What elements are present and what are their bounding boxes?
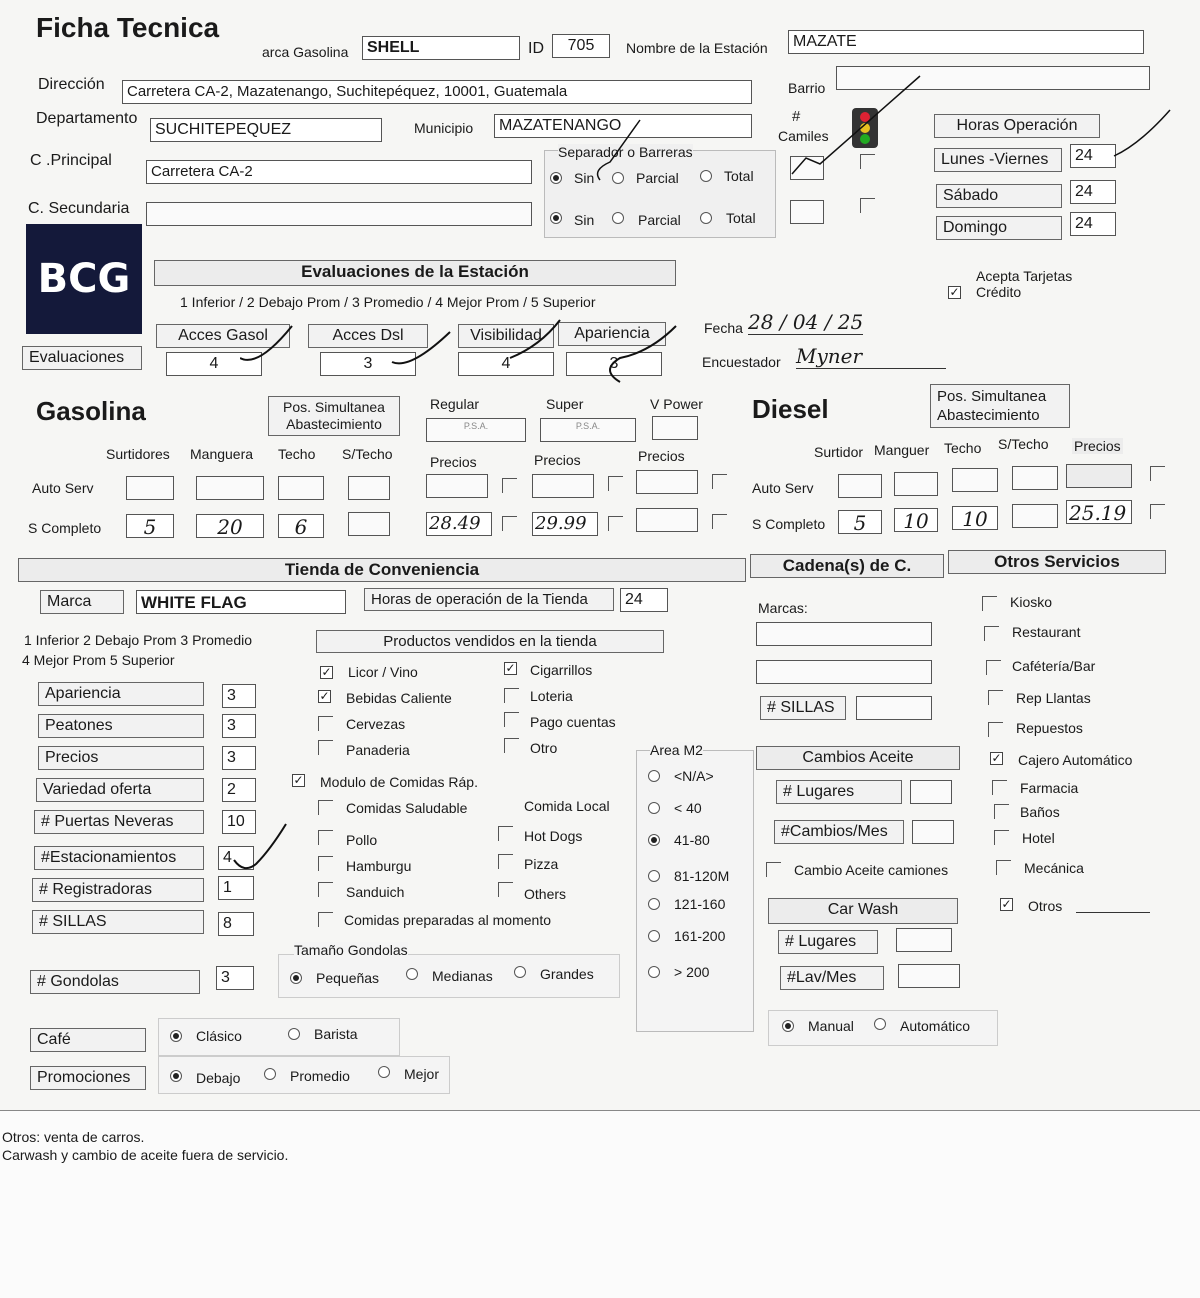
- sec-total-label: Total: [726, 210, 756, 226]
- tamano-grandes-radio[interactable]: [514, 966, 526, 978]
- otros-cajero-checkbox[interactable]: ✓: [991, 751, 1002, 765]
- camiles-field-secundaria[interactable]: [790, 200, 824, 224]
- eval-acces-dsl-value[interactable]: 3: [320, 352, 416, 376]
- cafe-group: [158, 1018, 400, 1056]
- promo-debajo-radio[interactable]: [170, 1070, 182, 1082]
- comida-pizza-label: Pizza: [524, 856, 559, 872]
- tienda-scale-line1: 1 Inferior 2 Debajo Prom 3 Promedio: [24, 632, 252, 648]
- tamano-medianas-radio[interactable]: [406, 968, 418, 980]
- area-title: Area M2: [650, 742, 703, 758]
- pen-strokes: [580, 70, 1180, 200]
- diesel-sc-surtidor[interactable]: 5: [838, 510, 882, 534]
- gas-sc-check-super[interactable]: [608, 516, 623, 531]
- brand-label: arca Gasolina: [262, 44, 349, 60]
- rating-label-precios: Precios: [38, 746, 204, 770]
- otros-mecanica-checkbox[interactable]: [996, 860, 1011, 875]
- hours-day-saturday: Sábado: [936, 184, 1062, 208]
- fuel-regular-label: Regular: [430, 396, 480, 412]
- gas-auto-manguera[interactable]: [196, 476, 264, 500]
- hours-day-sunday: Domingo: [936, 216, 1062, 240]
- gas-sc-surtidores[interactable]: 5: [126, 514, 174, 538]
- comida-others-checkbox[interactable]: [498, 882, 513, 897]
- area-gt200-radio[interactable]: [648, 966, 660, 978]
- hours-value-sunday[interactable]: 24: [1070, 212, 1116, 236]
- area-na-radio[interactable]: [648, 770, 660, 782]
- id-field[interactable]: 705: [552, 34, 610, 58]
- diesel-sc-price[interactable]: 25.19: [1066, 500, 1132, 524]
- comida-hotdogs-label: Hot Dogs: [524, 828, 583, 844]
- eval-visibilidad-value[interactable]: 4: [458, 352, 554, 376]
- precios-regular-label: Precios: [430, 454, 477, 470]
- col-surtidores: Surtidores: [106, 446, 170, 462]
- rating-label-puertas: # Puertas Neveras: [34, 810, 204, 834]
- surveyor-value[interactable]: Myner: [796, 344, 946, 369]
- area-161-200-label: 161-200: [674, 928, 726, 944]
- diesel-auto-manguer[interactable]: [894, 472, 938, 496]
- sec-parcial-radio[interactable]: [612, 212, 624, 224]
- gas-sc-price-super[interactable]: 29.99: [532, 512, 598, 536]
- otros-banos-checkbox[interactable]: [994, 804, 1009, 819]
- dept-label: Departamento: [36, 110, 138, 127]
- prod-licor-label: Licor / Vino: [348, 664, 418, 680]
- diesel-sc-s-techo[interactable]: [1012, 504, 1058, 528]
- comida-hamburgu-checkbox[interactable]: [318, 856, 333, 871]
- tienda-scale-line2: 4 Mejor Prom 5 Superior: [22, 652, 175, 668]
- cafe-barista-label: Barista: [314, 1026, 358, 1042]
- marca-field[interactable]: WHITE FLAG: [136, 590, 346, 614]
- lav-lugares-label: # Lugares: [778, 930, 878, 954]
- cambios-lugares-field[interactable]: [910, 780, 952, 804]
- prod-cigarrillos-label: Cigarrillos: [530, 662, 593, 678]
- diesel-auto-techo[interactable]: [952, 468, 998, 492]
- otros-restaurant-label: Restaurant: [1012, 624, 1081, 640]
- diesel-auto-price[interactable]: [1066, 464, 1132, 488]
- gas-auto-price-regular[interactable]: [426, 474, 488, 498]
- gas-auto-serv-label: Auto Serv: [32, 480, 94, 496]
- cafe-clasico-label: Clásico: [196, 1028, 242, 1044]
- evaluations-side-label: Evaluaciones: [22, 346, 142, 370]
- area-121-160-radio[interactable]: [648, 898, 660, 910]
- comida-local-label: Comida Local: [524, 798, 610, 814]
- eval-acces-gasol-value[interactable]: 4: [166, 352, 262, 376]
- otros-title: Otros Servicios: [948, 550, 1166, 574]
- comida-saludable-checkbox[interactable]: [318, 800, 333, 815]
- diesel-sc-check[interactable]: [1150, 504, 1165, 519]
- hours-title: Horas Operación: [934, 114, 1100, 138]
- diesel-auto-check[interactable]: [1150, 466, 1165, 481]
- rating-label-registradoras: # Registradoras: [32, 878, 204, 902]
- rating-value-puertas[interactable]: 10: [222, 810, 256, 834]
- evaluation-tick-marks: [240, 318, 690, 388]
- diesel-auto-s-techo[interactable]: [1012, 466, 1058, 490]
- comida-others-label: Others: [524, 886, 567, 902]
- otros-cafeteria-label: Cafétería/Bar: [1012, 658, 1096, 674]
- station-label: Nombre de la Estación: [626, 40, 768, 56]
- otros-hotel-checkbox[interactable]: [994, 830, 1009, 845]
- diesel-col-precios: Precios: [1074, 438, 1121, 454]
- otros-llantas-checkbox[interactable]: [988, 690, 1003, 705]
- diesel-col-s-techo: S/Techo: [998, 436, 1049, 452]
- gas-sc-price-regular[interactable]: 28.49: [426, 512, 492, 536]
- otros-cafeteria-checkbox[interactable]: [986, 660, 1001, 675]
- otros-repuestos-label: Repuestos: [1016, 720, 1083, 736]
- lav-mes-field[interactable]: [898, 964, 960, 988]
- barrio-label: Barrio: [788, 80, 826, 96]
- notes-line2: Carwash y cambio de aceite fuera de servicio.: [2, 1147, 289, 1163]
- prod-licor-checkbox[interactable]: ✓: [321, 665, 332, 679]
- separator-label: Separador o Barreras: [558, 144, 693, 160]
- area-41-80-label: 41-80: [674, 832, 710, 848]
- gas-auto-price-vpower[interactable]: [636, 470, 698, 494]
- hours-value-weekday[interactable]: 24: [1070, 144, 1116, 168]
- cafe-clasico-radio[interactable]: [170, 1030, 182, 1042]
- diesel-sc-techo[interactable]: 10: [952, 506, 998, 530]
- promo-mejor-radio[interactable]: [378, 1066, 390, 1078]
- tienda-title: Tienda de Conveniencia: [18, 558, 746, 582]
- area-lt40-radio[interactable]: [648, 802, 660, 814]
- gasolina-pos-label: Pos. Simultanea Abastecimiento: [268, 396, 400, 436]
- bcg-logo: BCG: [26, 224, 142, 334]
- area-na-label: <N/A>: [674, 768, 714, 784]
- prod-loteria-label: Loteria: [530, 688, 573, 704]
- area-lt40-label: < 40: [674, 800, 702, 816]
- otros-farmacia-checkbox[interactable]: [992, 780, 1007, 795]
- modulo-comidas-checkbox[interactable]: ✓: [293, 773, 304, 787]
- gas-sc-check-vpower[interactable]: [712, 514, 727, 529]
- rating-label-sillas: # SILLAS: [32, 910, 204, 934]
- gas-auto-check-vpower[interactable]: [712, 474, 727, 489]
- diesel-auto-surtidor[interactable]: [838, 474, 882, 498]
- otros-hotel-label: Hotel: [1022, 830, 1055, 846]
- camiones-label: Cambio Aceite camiones: [794, 862, 949, 878]
- sep-sin-radio[interactable]: [550, 172, 562, 184]
- lav-mes-label: #Lav/Mes: [780, 966, 884, 990]
- rating-value-estacionamientos[interactable]: 4: [218, 846, 254, 870]
- promociones-label: Promociones: [30, 1066, 146, 1090]
- rating-value-variedad[interactable]: 2: [222, 778, 256, 802]
- rating-label-peatones: Peatones: [38, 714, 204, 738]
- cambios-mes-field[interactable]: [912, 820, 954, 844]
- psa-vpower-field[interactable]: [652, 416, 698, 440]
- area-81-120-label: 81-120M: [674, 868, 730, 884]
- tamano-grandes-label: Grandes: [540, 966, 594, 982]
- tamano-label: Tamaño Gondolas: [294, 942, 408, 958]
- brand-field[interactable]: SHELL: [362, 36, 520, 60]
- promo-debajo-label: Debajo: [196, 1070, 241, 1086]
- precios-super-label: Precios: [534, 452, 581, 468]
- otros-llantas-label: Rep Llantas: [1016, 690, 1091, 706]
- fuel-super-label: Super: [546, 396, 584, 412]
- otros-kiosko-label: Kiosko: [1010, 594, 1053, 610]
- diesel-auto-serv-label: Auto Serv: [752, 480, 814, 496]
- rating-label-estacionamientos: #Estacionamientos: [34, 846, 204, 870]
- rating-label-apariencia: Apariencia: [38, 682, 204, 706]
- eval-acces-dsl-label: Acces Dsl: [308, 324, 428, 348]
- date-value[interactable]: 28 / 04 / 25: [748, 310, 864, 334]
- area-161-200-radio[interactable]: [648, 930, 660, 942]
- carwash-title: Car Wash: [768, 898, 958, 924]
- credit-card-checkbox[interactable]: ✓: [949, 285, 960, 299]
- diesel-col-techo: Techo: [944, 440, 982, 456]
- gas-sc-s-techo[interactable]: [348, 512, 390, 536]
- sec-sin-label: Sin: [574, 212, 595, 228]
- prod-otro-checkbox[interactable]: [504, 738, 519, 753]
- gas-sc-manguera[interactable]: 20: [196, 514, 264, 538]
- eval-apariencia-value[interactable]: 3: [566, 352, 662, 376]
- comida-hotdogs-checkbox[interactable]: [498, 826, 513, 841]
- comida-pizza-checkbox[interactable]: [498, 854, 513, 869]
- tienda-horas-field[interactable]: 24: [620, 588, 668, 612]
- rating-value-registradoras[interactable]: 1: [218, 876, 254, 900]
- precios-vpower-label: Precios: [638, 448, 685, 464]
- cambios-lugares-label: # Lugares: [776, 780, 902, 804]
- station-field[interactable]: MAZATE: [788, 30, 1144, 54]
- gas-auto-check-regular[interactable]: [502, 478, 517, 493]
- comida-preparadas-label: Comidas preparadas al momento: [344, 912, 551, 928]
- comida-sanduich-checkbox[interactable]: [318, 882, 333, 897]
- prod-cigarrillos-checkbox[interactable]: ✓: [505, 661, 516, 675]
- area-81-120-radio[interactable]: [648, 870, 660, 882]
- cadena-title: Cadena(s) de C.: [750, 554, 944, 578]
- sec-sin-radio[interactable]: [550, 212, 562, 224]
- gondolas-value[interactable]: 3: [216, 966, 254, 990]
- prod-otro-label: Otro: [530, 740, 558, 756]
- cafe-barista-radio[interactable]: [288, 1028, 300, 1040]
- otros-cajero-label: Cajero Automático: [1018, 752, 1133, 768]
- wash-auto-radio[interactable]: [874, 1018, 886, 1030]
- psa-super-field[interactable]: P.S.A.: [540, 418, 636, 442]
- col-techo: Techo: [278, 446, 316, 462]
- prod-pago-checkbox[interactable]: [504, 712, 519, 727]
- comida-hamburgu-label: Hamburgu: [346, 858, 412, 874]
- diesel-col-surtidor: Surtidor: [814, 444, 864, 460]
- gas-auto-s-techo[interactable]: [348, 476, 390, 500]
- eval-visibilidad-label: Visibilidad: [458, 324, 554, 348]
- notes-line1: Otros: venta de carros.: [2, 1129, 145, 1145]
- sec-parcial-label: Parcial: [638, 212, 681, 228]
- gasolina-title: Gasolina: [36, 396, 146, 426]
- otros-restaurant-checkbox[interactable]: [984, 626, 999, 641]
- address-label: Dirección: [38, 76, 105, 93]
- otros-farmacia-label: Farmacia: [1020, 780, 1079, 796]
- sec-total-radio[interactable]: [700, 212, 712, 224]
- otros-mecanica-label: Mecánica: [1024, 860, 1084, 876]
- principal-field[interactable]: Carretera CA-2: [146, 160, 532, 184]
- wash-manual-radio[interactable]: [782, 1020, 794, 1032]
- cadena-sillas-label: # SILLAS: [760, 696, 846, 720]
- dept-field[interactable]: SUCHITEPEQUEZ: [150, 118, 382, 142]
- diesel-title: Diesel: [752, 394, 829, 424]
- notes-area[interactable]: [0, 1110, 1200, 1298]
- hours-day-weekday: Lunes -Viernes: [934, 148, 1062, 172]
- otros-repuestos-checkbox[interactable]: [988, 722, 1003, 737]
- estacionamientos-tick-mark: [222, 820, 292, 890]
- secundaria-label: C. Secundaria: [28, 200, 130, 217]
- gas-auto-techo[interactable]: [278, 476, 324, 500]
- evaluations-scale: 1 Inferior / 2 Debajo Prom / 3 Promedio / 4 Mejor Prom / 5 Superior: [180, 294, 596, 310]
- secundaria-field[interactable]: [146, 202, 532, 226]
- gas-sc-check-regular[interactable]: [502, 516, 517, 531]
- diesel-pos-label: Pos. Simultanea Abastecimiento: [930, 384, 1070, 428]
- marcas-field-1[interactable]: [756, 622, 932, 646]
- camiones-checkbox[interactable]: [766, 862, 781, 877]
- tamano-medianas-label: Medianas: [432, 968, 493, 984]
- otros-otros-label: Otros: [1028, 898, 1063, 914]
- gas-auto-price-super[interactable]: [532, 474, 594, 498]
- diesel-sc-manguer[interactable]: 10: [894, 508, 938, 532]
- otros-otros-checkbox[interactable]: ✓: [1001, 897, 1012, 911]
- promo-mejor-label: Mejor: [404, 1066, 440, 1082]
- semaphore-check-secundaria[interactable]: [860, 198, 875, 213]
- wash-manual-label: Manual: [808, 1018, 854, 1034]
- gas-sc-label: S Completo: [28, 520, 102, 536]
- gondolas-label: # Gondolas: [30, 970, 200, 994]
- rating-label-variedad: Variedad oferta: [36, 778, 204, 802]
- principal-label: C .Principal: [30, 152, 112, 169]
- cambios-mes-label: #Cambios/Mes: [774, 820, 904, 844]
- prod-cervezas-checkbox[interactable]: [318, 716, 333, 731]
- marca-label: Marca: [40, 590, 124, 614]
- eval-acces-gasol-label: Acces Gasol: [156, 324, 290, 348]
- gas-auto-check-super[interactable]: [608, 476, 623, 491]
- surveyor-label: Encuestador: [702, 354, 781, 370]
- rating-value-sillas[interactable]: 8: [218, 912, 254, 936]
- comida-pollo-label: Pollo: [346, 832, 378, 848]
- camiles-hash: #: [792, 108, 801, 125]
- marcas-field-2[interactable]: [756, 660, 932, 684]
- wash-auto-label: Automático: [900, 1018, 971, 1034]
- credit-card-label: Acepta Tarjetas Crédito: [976, 268, 1073, 300]
- marcas-label: Marcas:: [758, 600, 808, 616]
- gas-sc-price-vpower[interactable]: [636, 508, 698, 532]
- col-manguera: Manguera: [190, 446, 254, 462]
- comida-sanduich-label: Sanduich: [346, 884, 405, 900]
- gas-sc-techo[interactable]: 6: [278, 514, 324, 538]
- evaluations-title: Evaluaciones de la Estación: [154, 260, 676, 286]
- cadena-sillas-field[interactable]: [856, 696, 932, 720]
- prod-panaderia-checkbox[interactable]: [318, 740, 333, 755]
- prod-bebidas-label: Bebidas Caliente: [346, 690, 452, 706]
- sep-sin-label: Sin: [574, 170, 595, 186]
- muni-label: Municipio: [414, 120, 474, 136]
- prod-cervezas-label: Cervezas: [346, 716, 406, 732]
- prod-panaderia-label: Panaderia: [346, 742, 410, 758]
- cafe-label: Café: [30, 1028, 146, 1052]
- sep-parcial-label: Parcial: [636, 170, 679, 186]
- area-41-80-radio[interactable]: [648, 834, 660, 846]
- rating-value-peatones[interactable]: 3: [222, 714, 256, 738]
- psa-regular-field[interactable]: P.S.A.: [426, 418, 526, 442]
- area-group: [636, 750, 754, 1032]
- address-field[interactable]: Carretera CA-2, Mazatenango, Suchitepéquez, 10001, Guatemala: [122, 80, 752, 104]
- otros-kiosko-checkbox[interactable]: [982, 596, 997, 611]
- cambios-title: Cambios Aceite: [756, 746, 960, 770]
- rating-value-apariencia[interactable]: 3: [222, 684, 256, 708]
- sep-total-label: Total: [724, 168, 754, 184]
- col-s-techo: S/Techo: [342, 446, 393, 462]
- fuel-vpower-label: V Power: [650, 396, 703, 412]
- comida-saludable-label: Comidas Saludable: [346, 800, 468, 816]
- hours-value-saturday[interactable]: 24: [1070, 180, 1116, 204]
- tamano-pequenas-label: Pequeñas: [316, 970, 380, 986]
- form-title: Ficha Tecnica: [36, 12, 220, 43]
- area-121-160-label: 121-160: [674, 896, 726, 912]
- date-label: Fecha: [704, 320, 743, 336]
- diesel-col-manguer: Manguer: [874, 442, 930, 458]
- otros-otros-line[interactable]: [1076, 912, 1150, 913]
- diesel-sc-label: S Completo: [752, 516, 826, 532]
- comida-preparadas-checkbox[interactable]: [318, 912, 333, 927]
- otros-banos-label: Baños: [1020, 804, 1060, 820]
- camiles-label: Camiles: [778, 128, 829, 144]
- eval-apariencia-label: Apariencia: [558, 322, 666, 346]
- gas-auto-surtidores[interactable]: [126, 476, 174, 500]
- rating-value-precios[interactable]: 3: [222, 746, 256, 770]
- tamano-pequenas-radio[interactable]: [290, 972, 302, 984]
- id-label: ID: [528, 40, 544, 57]
- productos-title: Productos vendidos en la tienda: [316, 630, 664, 653]
- tienda-horas-label: Horas de operación de la Tienda: [364, 588, 614, 611]
- promo-promedio-label: Promedio: [290, 1068, 350, 1084]
- comida-pollo-checkbox[interactable]: [318, 830, 333, 845]
- modulo-comidas-label: Modulo de Comidas Ráp.: [320, 774, 478, 790]
- muni-field[interactable]: MAZATENANGO: [494, 114, 752, 138]
- prod-loteria-checkbox[interactable]: [504, 688, 519, 703]
- promo-promedio-radio[interactable]: [264, 1068, 276, 1080]
- lav-lugares-field[interactable]: [896, 928, 952, 952]
- prod-pago-label: Pago cuentas: [530, 714, 616, 730]
- prod-bebidas-checkbox[interactable]: ✓: [319, 689, 330, 703]
- area-gt200-label: > 200: [674, 964, 710, 980]
